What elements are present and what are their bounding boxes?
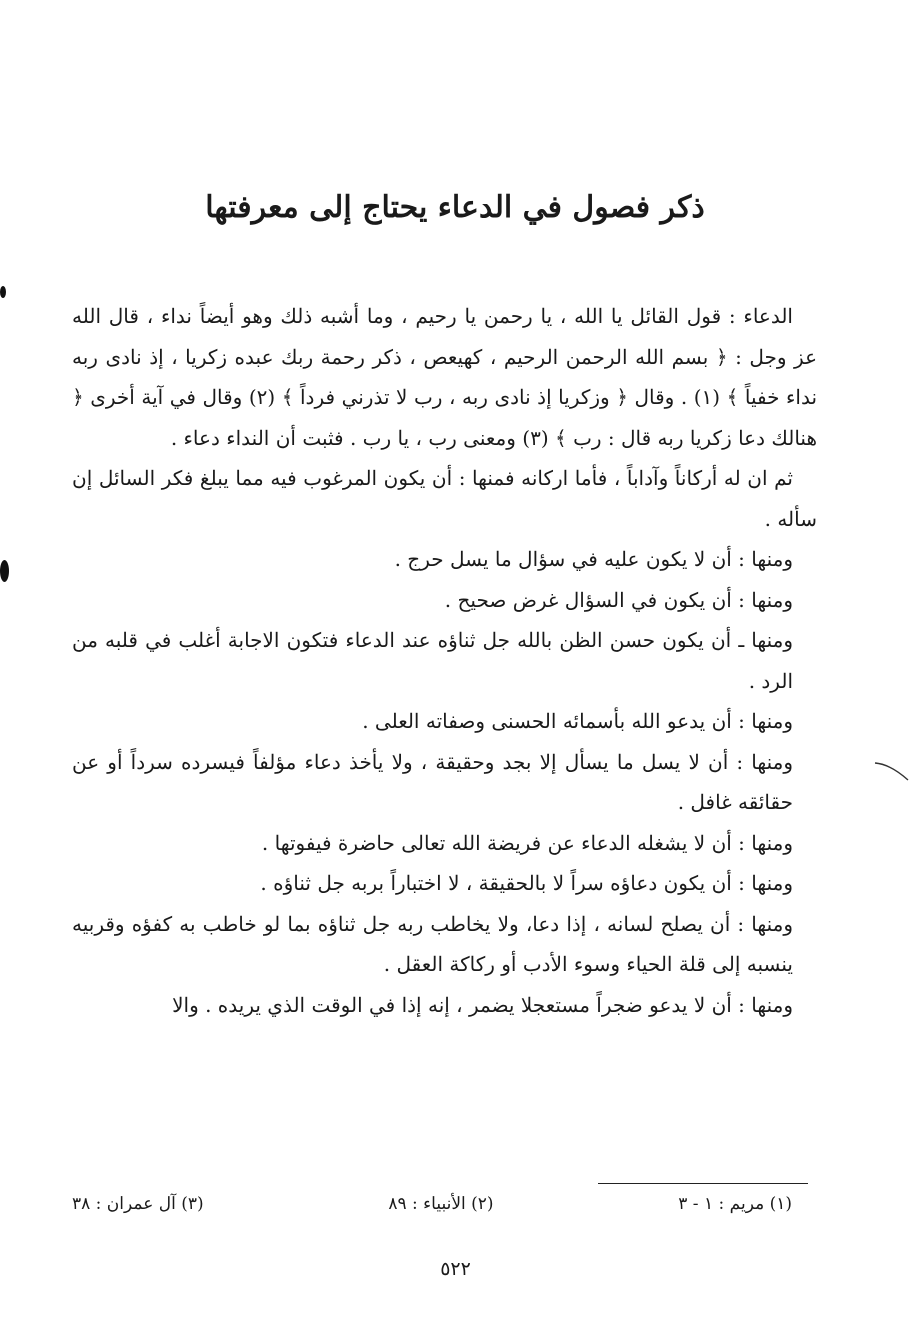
footnote-separator: [598, 1183, 808, 1184]
list-item: ومنها : أن يدعو الله بأسمائه الحسنى وصفاته العلى .: [362, 709, 793, 733]
list-item: ومنها : أن لا يشغله الدعاء عن فريضة الله تعالى حاضرة فيفوتها .: [261, 830, 793, 855]
chapter-title: ذكر فصول في الدعاء يحتاج إلى معرفتها: [205, 190, 705, 225]
list-item: ومنها : أن لا يدعو ضجراً مستعجلا يضمر ، إنه إذا في الوقت الذي يريده . والا: [172, 992, 793, 1017]
scan-speck-top: [0, 286, 6, 298]
body-text: [72, 296, 817, 1025]
scan-speck-middle: [0, 560, 9, 582]
paragraph: ثم ان له أركاناً وآداباً ، فأما اركانه فمنها : أن يكون المرغوب فيه مما يبلغ فكر السائل إن سأله .: [72, 466, 817, 531]
footnote-3: (٣) آل عمران : ٣٨: [72, 1194, 204, 1214]
list-item: ومنها : أن لا يكون عليه في سؤال ما يسل حرج .: [394, 547, 793, 571]
footnote-1: (١) مريم : ١ - ٣: [678, 1194, 792, 1214]
paragraph: الدعاء : قول القائل يا الله ، يا رحمن يا رحيم ، وما أشبه ذلك وهو أيضاً نداء ، قال الله عز وجل : ﴿ بسم الله الرحمن الرحيم ، كهيعص ، ذكر رحمة ربك عبده زكريا ، إذ نادى ربه نداء خفياً ﴾ (١) . وقال ﴿ وزكريا إذ نادى ربه ، رب لا تذرني فرداً ﴾ (٢) وقال في آية أخرى ﴿ هنالك دعا زكريا ربه قال : رب ﴾ (٣) ومعنى رب ، يا رب . فثبت أن النداء دعاء .: [72, 304, 818, 450]
footnote-2: (٢) الأنبياء : ٨٩: [388, 1194, 494, 1214]
list-item: ومنها : أن يصلح لسانه ، إذا دعا، ولا يخاطب ربه جل ثناؤه بما لو خاطب به كفؤه وقربيه ينسبه إلى قلة الحياء وسوء الأدب أو ركاكة العقل .: [72, 911, 793, 976]
list-item: ومنها : أن لا يسل ما يسأل إلا بجد وحقيقة ، ولا يأخذ دعاء مؤلفاً فيسرده سرداً أو عن حقائقه غافل .: [72, 749, 793, 814]
list-item: ومنها : أن يكون دعاؤه سراً لا بالحقيقة ، لا اختباراً بربه جل ثناؤه .: [260, 871, 793, 895]
scan-stray-line: [874, 760, 910, 782]
page-number: ٥٢٢: [440, 1258, 471, 1280]
footnotes: [72, 1194, 792, 1214]
list-item: ومنها : أن يكون في السؤال غرض صحيح .: [444, 587, 793, 612]
list-item: ومنها ـ أن يكون حسن الظن بالله جل ثناؤه عند الدعاء فتكون الاجابة أغلب في قلبه من الرد .: [72, 628, 793, 693]
